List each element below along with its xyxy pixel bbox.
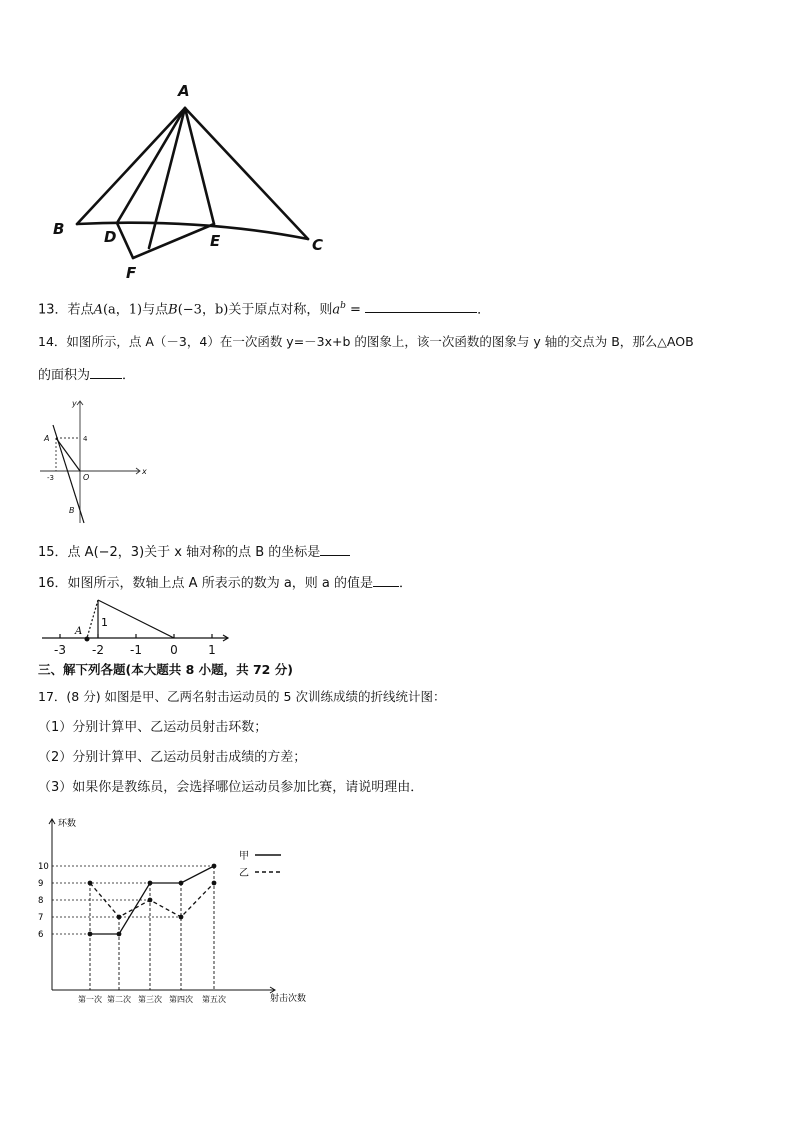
answer-blank[interactable]: [373, 572, 399, 587]
question-16: 16．如图所示，数轴上点 A 所表示的数为 a，则 a 的值是 ．: [38, 572, 412, 593]
x-tick-label: 第一次: [78, 995, 102, 1004]
question-14-line2: 的面积为 ．: [38, 364, 135, 385]
data-point: [88, 932, 93, 937]
q14-graph: [34, 397, 154, 527]
x-axis-label: 射击次数: [270, 994, 307, 1004]
q16-number-line: [38, 596, 238, 658]
number-line-tick-label: -3: [54, 643, 66, 657]
question-15: 15．点 A(−2，3)关于 x 轴对称的点 B 的坐标是: [38, 541, 350, 562]
answer-blank[interactable]: [90, 364, 122, 379]
y-tick-label: 8: [38, 896, 44, 906]
number-line-tick-label: 1: [208, 643, 216, 657]
height-label: 1: [101, 616, 108, 629]
label-F: F: [126, 264, 137, 282]
x-axis-label: x: [142, 467, 147, 476]
label-E: E: [210, 232, 221, 250]
label-B: B: [53, 220, 65, 238]
x-tick-label: 第五次: [202, 995, 226, 1004]
data-point: [117, 932, 122, 937]
label-A: A: [178, 82, 190, 100]
answer-blank[interactable]: [365, 298, 477, 313]
triangle-figure: [50, 78, 340, 288]
y-axis-label: 环数: [58, 819, 77, 829]
y-tick-label: 9: [38, 879, 44, 889]
origin-label: O: [83, 473, 90, 482]
y-axis-label: y: [72, 399, 77, 408]
label-D: D: [104, 228, 117, 246]
legend-label-yi: 乙: [239, 868, 249, 879]
question-13: 13．若点A(a，1)与点B(−3，b)关于原点对称，则$a^b$ = ．: [38, 297, 490, 319]
label-C: C: [312, 236, 324, 254]
data-point: [212, 864, 217, 869]
number-line-tick-label: -2: [92, 643, 104, 657]
y-tick-label: 7: [38, 913, 44, 923]
x-tick-label: 第四次: [169, 995, 193, 1004]
data-point: [148, 898, 153, 903]
legend-label-jia: 甲: [239, 851, 249, 862]
question-14-line1: 14．如图所示，点 A（－3，4）在一次函数 y=－3x+b 的图象上，该一次函数的图象与 y 轴的交点为 B，那么△AOB: [38, 334, 694, 349]
point-B-label: B: [69, 506, 75, 515]
point-A-label: A: [75, 626, 83, 637]
data-point: [117, 915, 122, 920]
section-3-heading: 三、解下列各题(本大题共 8 小题，共 72 分): [38, 662, 293, 677]
x-tick-label: 第三次: [138, 995, 162, 1004]
data-point: [179, 915, 184, 920]
question-17-header: 17．(8 分) 如图是甲、乙两名射击运动员的 5 次训练成绩的折线统计图：: [38, 689, 446, 704]
data-point: [212, 881, 217, 886]
data-point: [179, 881, 184, 886]
data-point: [88, 881, 93, 886]
point-A-dot: [85, 637, 90, 642]
point-A-label: A: [44, 434, 50, 443]
question-17-part1: （1）分别计算甲、乙运动员射击环数；: [38, 720, 268, 735]
y-tick-label: 10: [38, 862, 49, 872]
x-tick-label: 第二次: [107, 995, 131, 1004]
question-17-part2: （2）分别计算甲、乙运动员射击成绩的方差；: [38, 750, 307, 765]
number-line-tick-label: -1: [130, 643, 142, 657]
data-point: [148, 881, 153, 886]
number-line-tick-label: 0: [170, 643, 178, 657]
tick-neg3: -3: [47, 474, 54, 482]
question-17-part3: （3）如果你是教练员，会选择哪位运动员参加比赛，请说明理由．: [38, 780, 424, 795]
tick-4: 4: [83, 435, 88, 443]
answer-blank[interactable]: [320, 541, 350, 556]
shooting-score-chart: [30, 815, 330, 1015]
y-tick-label: 6: [38, 930, 44, 940]
